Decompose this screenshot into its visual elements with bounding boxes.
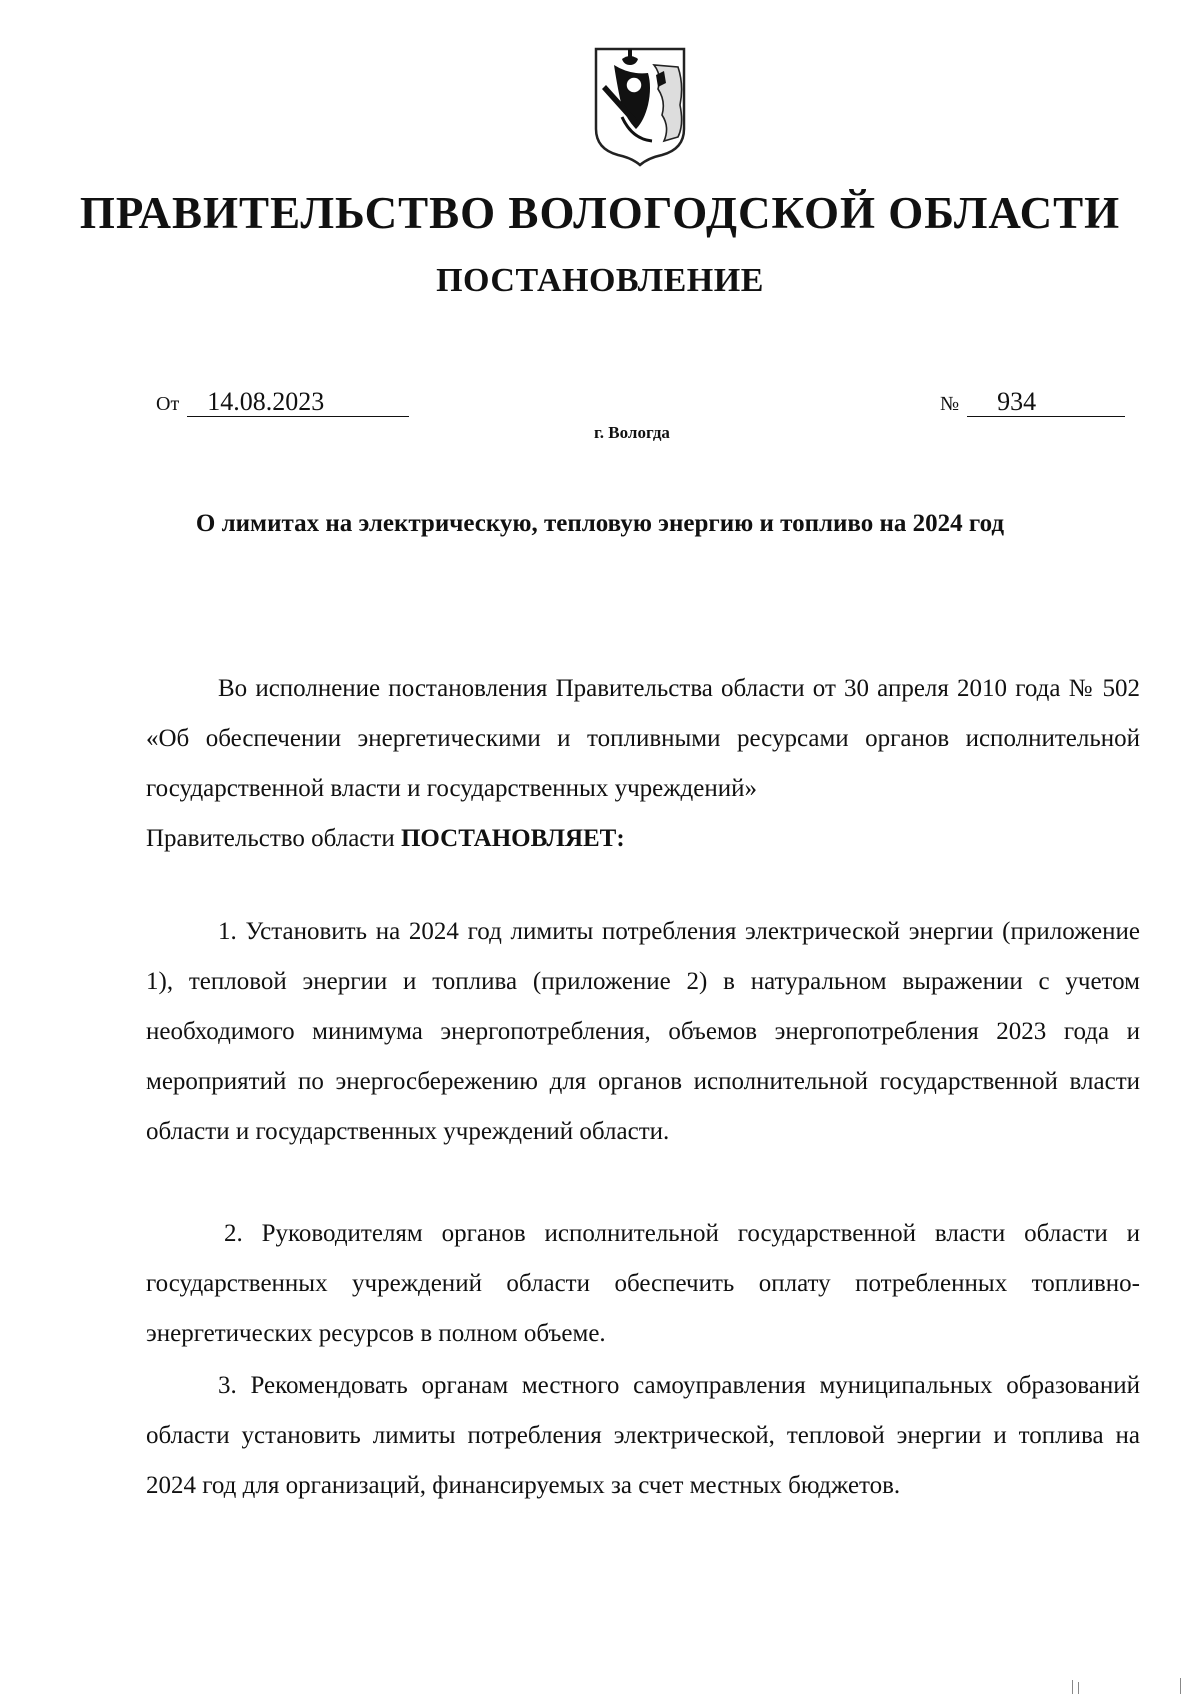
date-prefix: От [156,393,180,415]
number-value: 934 [967,388,1125,417]
document-date [156,388,409,417]
document-type: ПОСТАНОВЛЕНИЕ [436,262,764,299]
scan-artifact [1180,1678,1181,1694]
paragraph-item-2: 2. Руководителям органов исполнительной государственной власти области и государственных учреждений области обеспечить оплату потребленных топливно-энергетических ресурсов в полном объеме. [146,1220,1140,1347]
intro-text: Во исполнение постановления Правительства области от 30 апреля 2010 года № 502 «Об обеспечении энергетическими и топливными ресурсами органов исполнительной государственной власти и государственных учреждений» [146,675,1140,802]
scan-artifact [1072,1680,1073,1694]
document-number [940,388,1125,417]
intro-last-line [146,814,1140,864]
paragraph-item-1: 1. Установить на 2024 год лимиты потребления электрической энергии (приложение 1), тепловой энергии и топлива (приложение 2) в натуральном выражении с учетом необходимого минимума энергопотребления, объемов энергопотребления 2023 года и мероприятий по энергосбережению для органов исполнительной государственной власти области и государственных учреждений области. [146,918,1140,1145]
coat-of-arms-icon [592,45,688,167]
scan-artifact [1078,1682,1079,1694]
organization-title: ПРАВИТЕЛЬСТВО ВОЛОГОДСКОЙ ОБЛАСТИ [79,188,1121,238]
number-prefix: № [940,393,960,415]
document-heading: О лимитах на электрическую, тепловую энергию и топливо на 2024 год [195,510,1005,537]
resolves-keyword: ПОСТАНОВЛЯЕТ: [400,825,625,852]
paragraph-item-3: 3. Рекомендовать органам местного самоуправления муниципальных образований области установить лимиты потребления электрической, тепловой энергии и топлива на 2024 год для организаций, финансируемых за счет местных бюджетов. [146,1372,1140,1499]
intro-paragraph [146,664,1140,864]
city: г. Вологда [594,423,670,442]
intro-subject: Правительство области [146,825,395,852]
date-value: 14.08.2023 [187,388,409,417]
